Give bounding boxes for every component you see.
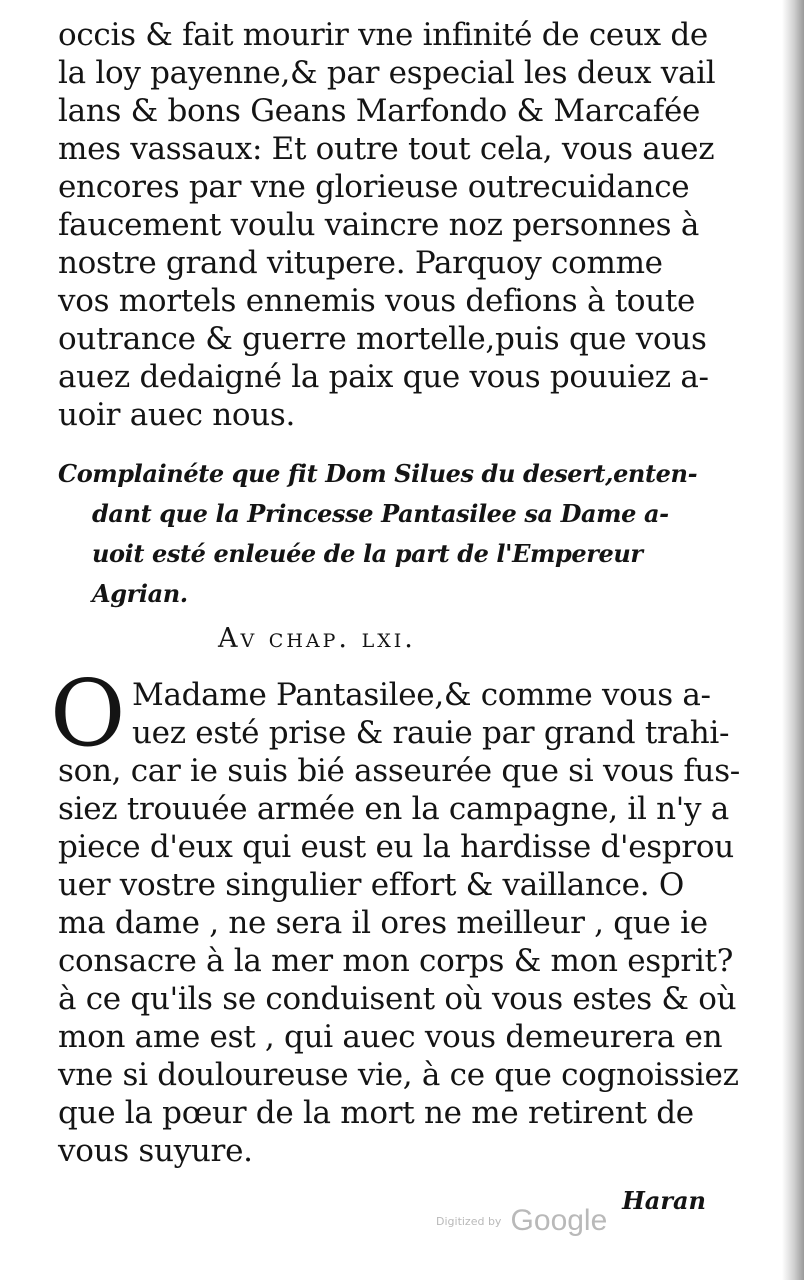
text-line: ma dame , ne sera il ores meilleur , que ie — [58, 905, 708, 941]
page-edge-shadow — [782, 0, 804, 1280]
rubric-line: dant que la Princesse Pantasilee sa Dame a- — [92, 499, 669, 528]
text-line: uoir auec nous. — [58, 397, 296, 433]
text-line: mes vassaux: Et outre tout cela, vous auez — [58, 131, 715, 167]
text-line: uer vostre singulier effort & vaillance. O — [58, 867, 684, 903]
catchword: Haran — [622, 1186, 706, 1215]
digitized-by-label: Digitized by — [436, 1214, 502, 1228]
digitized-watermark — [436, 1204, 607, 1238]
drop-cap: O — [50, 660, 126, 767]
text-line: que la pœur de la mort ne me retirent de — [58, 1095, 694, 1131]
rubric-line: Agrian. — [92, 579, 188, 608]
text-line: piece d'eux qui eust eu la hardisse d'esprou — [58, 829, 734, 865]
text-line: encores par vne glorieuse outrecuidance — [58, 169, 690, 205]
text-line: son, car ie suis bié asseurée que si vous fus- — [58, 753, 740, 789]
text-line: nostre grand vitupere. Parquoy comme — [58, 245, 663, 281]
text-line: auez dedaigné la paix que vous pouuiez a- — [58, 359, 709, 395]
text-line: uez esté prise & rauie par grand trahi- — [132, 715, 730, 751]
text-line: lans & bons Geans Marfondo & Marcafée — [58, 93, 701, 129]
text-line: faucement voulu vaincre noz personnes à — [58, 207, 699, 243]
rubric-line: Complainéte que fit Dom Silues du desert,enten- — [58, 459, 698, 488]
text-line: vous suyure. — [58, 1133, 253, 1169]
text-line: consacre à la mer mon corps & mon esprit? — [58, 943, 734, 979]
text-line: occis & fait mourir vne infinité de ceux de — [58, 17, 708, 53]
chapter-heading: Av chap. lxi. — [218, 623, 416, 654]
google-logo-text: Google — [510, 1204, 608, 1237]
text-line: siez trouuée armée en la campagne, il n'y a — [58, 791, 729, 827]
text-line: vos mortels ennemis vous defions à toute — [58, 283, 696, 319]
text-line: outrance & guerre mortelle,puis que vous — [58, 321, 707, 357]
text-line: la loy payenne,& par especial les deux vail — [58, 55, 716, 91]
rubric-line: uoit esté enleuée de la part de l'Empereur — [92, 539, 643, 568]
text-line: à ce qu'ils se conduisent où vous estes & où — [58, 981, 737, 1017]
text-line: vne si douloureuse vie, à ce que cognoissiez — [58, 1057, 739, 1093]
text-line: Madame Pantasilee,& comme vous a- — [132, 677, 711, 713]
text-line: mon ame est , qui auec vous demeurera en — [58, 1019, 723, 1055]
